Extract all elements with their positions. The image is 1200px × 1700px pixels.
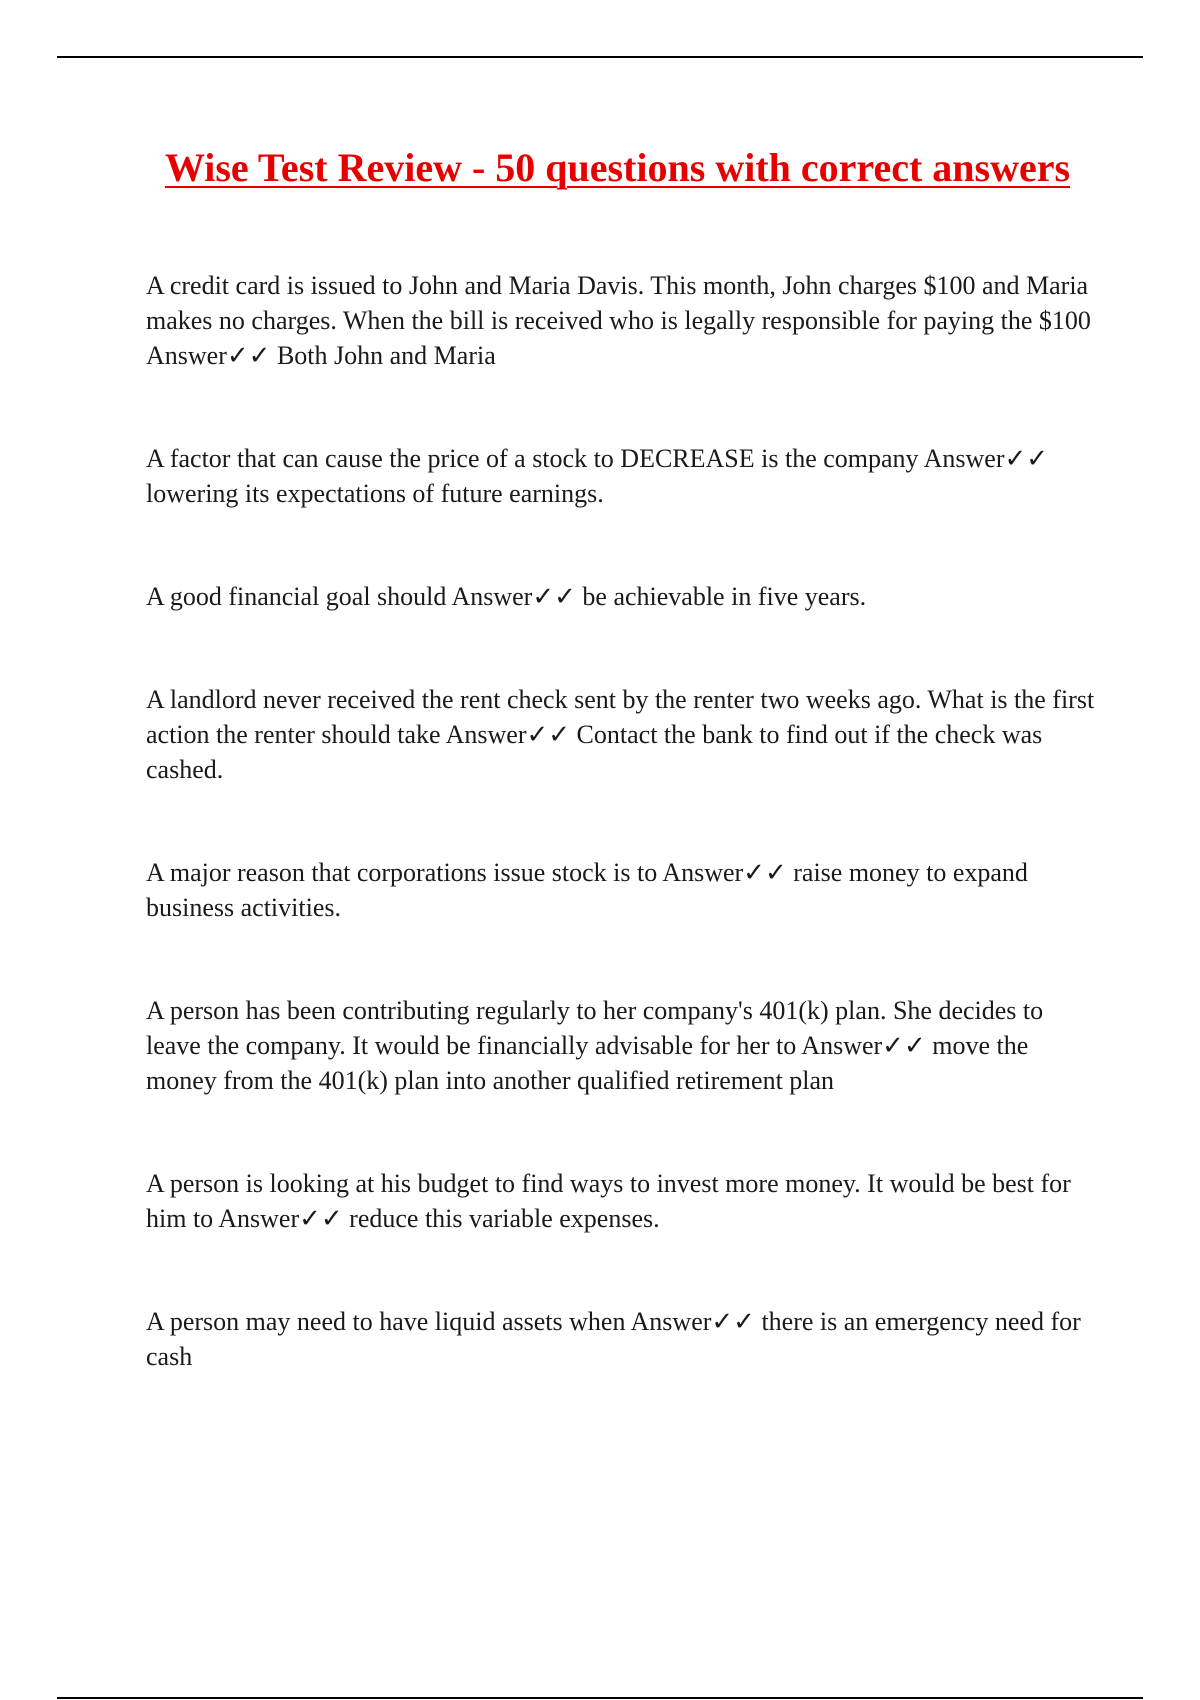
qa-item-8: A person may need to have liquid assets when Answer✓✓ there is an emergency need for cash bbox=[146, 1307, 1081, 1371]
qa-item-5: A major reason that corporations issue stock is to Answer✓✓ raise money to expand business activities. bbox=[146, 858, 1028, 922]
qa-item-2: A factor that can cause the price of a stock to DECREASE is the company Answer✓✓ lowering its expectations of future earnings. bbox=[146, 444, 1049, 508]
top-divider bbox=[57, 56, 1143, 58]
qa-list bbox=[146, 268, 1096, 1374]
qa-item-6: A person has been contributing regularly to her company's 401(k) plan. She decides to leave the company. It would be financially advisable for her to Answer✓✓ move the money from the 401(k) plan into another qualified retirement plan bbox=[146, 996, 1044, 1095]
document-title: Wise Test Review - 50 questions with correct answers bbox=[164, 145, 1071, 190]
qa-item-1: A credit card is issued to John and Maria Davis. This month, John charges $100 and Maria makes no charges. When the bill is received who is legally responsible for paying the $100 Answer✓✓ Both John and Maria bbox=[146, 271, 1091, 370]
bottom-divider bbox=[57, 1697, 1143, 1699]
qa-item-7: A person is looking at his budget to find ways to invest more money. It would be best for him to Answer✓✓ reduce this variable expenses. bbox=[146, 1169, 1071, 1233]
qa-item-3: A good financial goal should Answer✓✓ be achievable in five years. bbox=[146, 582, 867, 611]
qa-item-4: A landlord never received the rent check sent by the renter two weeks ago. What is the first action the renter should take Answer✓✓ Contact the bank to find out if the check was cashed. bbox=[146, 685, 1095, 784]
